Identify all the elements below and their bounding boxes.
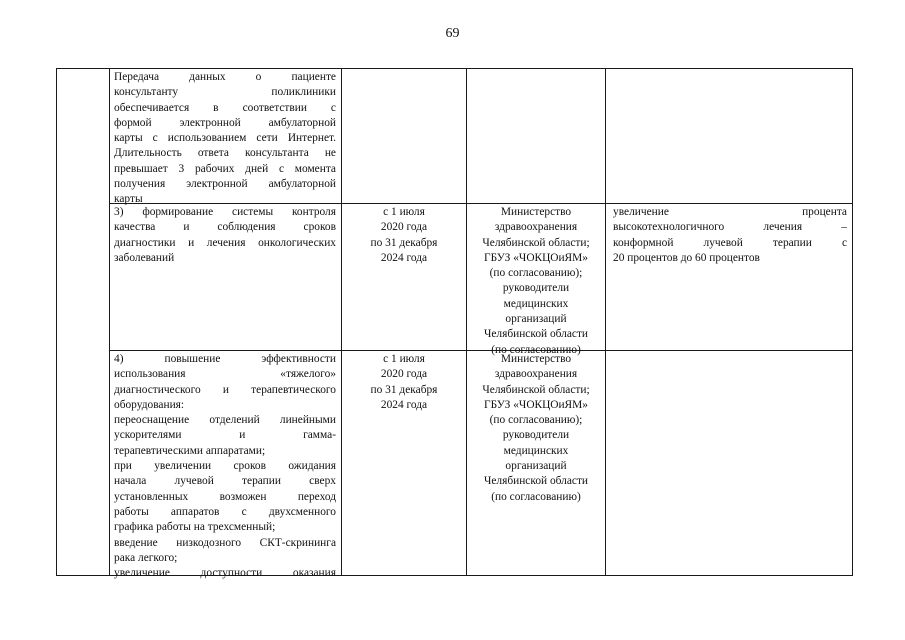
activity-line: Передача данных о пациенте [114,71,336,83]
period-line: 2024 года [380,398,428,411]
responsible-line: Челябинской области; [482,236,590,249]
responsible-line: (по согласованию) [491,490,581,503]
activity-line: карты [114,193,143,206]
responsible-line: Челябинской области [483,328,589,341]
activity-line: 4) повышение эффективности [114,353,336,365]
result-cell [613,205,847,266]
responsible-line: Министерство [500,353,572,365]
activity-line: заболеваний [114,251,175,264]
responsible-line: руководители [502,429,570,442]
period-line: 2020 года [380,368,428,381]
table-border-left [56,68,57,576]
activity-line: качества и соблюдения сроков [114,221,336,234]
period-line: с 1 июля [383,206,425,218]
activity-cell [114,70,336,208]
period-cell [342,205,466,266]
period-cell [342,352,466,413]
activity-line: получения электронной амбулаторной [114,178,336,191]
period-line: 2020 года [380,221,428,234]
period-line: по 31 декабря [370,236,438,249]
activity-line: Длительность ответа консультанта не [114,147,336,160]
period-line: с 1 июля [383,353,425,365]
activity-line: ускорителями и гамма- [114,429,336,442]
activity-line: консультанту поликлиники [114,86,336,99]
activity-line: обеспечивается в соответствии с [114,101,336,114]
responsible-line: (по согласованию) [491,343,581,356]
activity-cell [114,205,336,266]
activity-line: рака легкого; [114,551,178,564]
activity-line: диагностического и терапевтического [114,383,336,396]
activity-line: переоснащение отделений линейными [114,414,336,427]
page-number: 69 [445,26,460,41]
activity-line: 3) формирование системы контроля [114,206,336,218]
activity-line: карты с использованием сети Интернет. [114,132,336,145]
responsible-cell [467,352,605,505]
responsible-line: здравоохранения [494,221,578,234]
table-border-right [852,68,853,576]
column-divider [109,68,110,576]
activity-line: работы аппаратов с двухсменного [114,505,336,518]
responsible-line: медицинских [503,297,569,310]
activity-line: оборудования: [114,398,185,411]
activity-line: начала лучевой терапии сверх [114,475,336,488]
responsible-line: руководители [502,282,570,295]
result-line: конформной лучевой терапии с [613,236,847,249]
activity-line: графика работы на трехсменный; [114,521,276,534]
activity-line: формой электронной амбулаторной [114,116,336,129]
activity-line: введение низкодозного СКТ-скрининга [114,536,336,549]
column-divider [605,68,606,576]
activity-line: при увеличении сроков ожидания [114,460,336,473]
responsible-line: ГБУЗ «ЧОКЦОиЯМ» [484,398,588,411]
table-border-top [56,68,853,69]
result-line: высокотехнологичного лечения – [613,221,847,234]
responsible-line: здравоохранения [494,368,578,381]
activity-line: терапевтическими аппаратами; [114,444,266,457]
column-divider [341,68,342,576]
activity-line: установленных возможен переход [114,490,336,503]
period-line: 2024 года [380,251,428,264]
responsible-line: Челябинской области [483,475,589,488]
responsible-line: (по согласованию); [489,414,583,427]
result-line: увеличение процента [613,206,847,218]
responsible-line: Челябинской области; [482,383,590,396]
result-line: 20 процентов до 60 процентов [613,251,760,264]
activity-line: превышает 3 рабочих дней с момента [114,162,336,175]
period-line: по 31 декабря [370,383,438,396]
activity-cell [114,352,336,581]
responsible-line: организаций [505,313,567,326]
responsible-cell [467,205,605,358]
responsible-line: организаций [505,460,567,473]
responsible-line: Министерство [500,206,572,218]
activity-line: использования «тяжелого» [114,368,336,381]
responsible-line: (по согласованию); [489,267,583,280]
responsible-line: ГБУЗ «ЧОКЦОиЯМ» [484,251,588,264]
activity-line: диагностики и лечения онкологических [114,236,336,249]
activity-line: увеличение доступности оказания [114,567,336,580]
responsible-line: медицинских [503,444,569,457]
